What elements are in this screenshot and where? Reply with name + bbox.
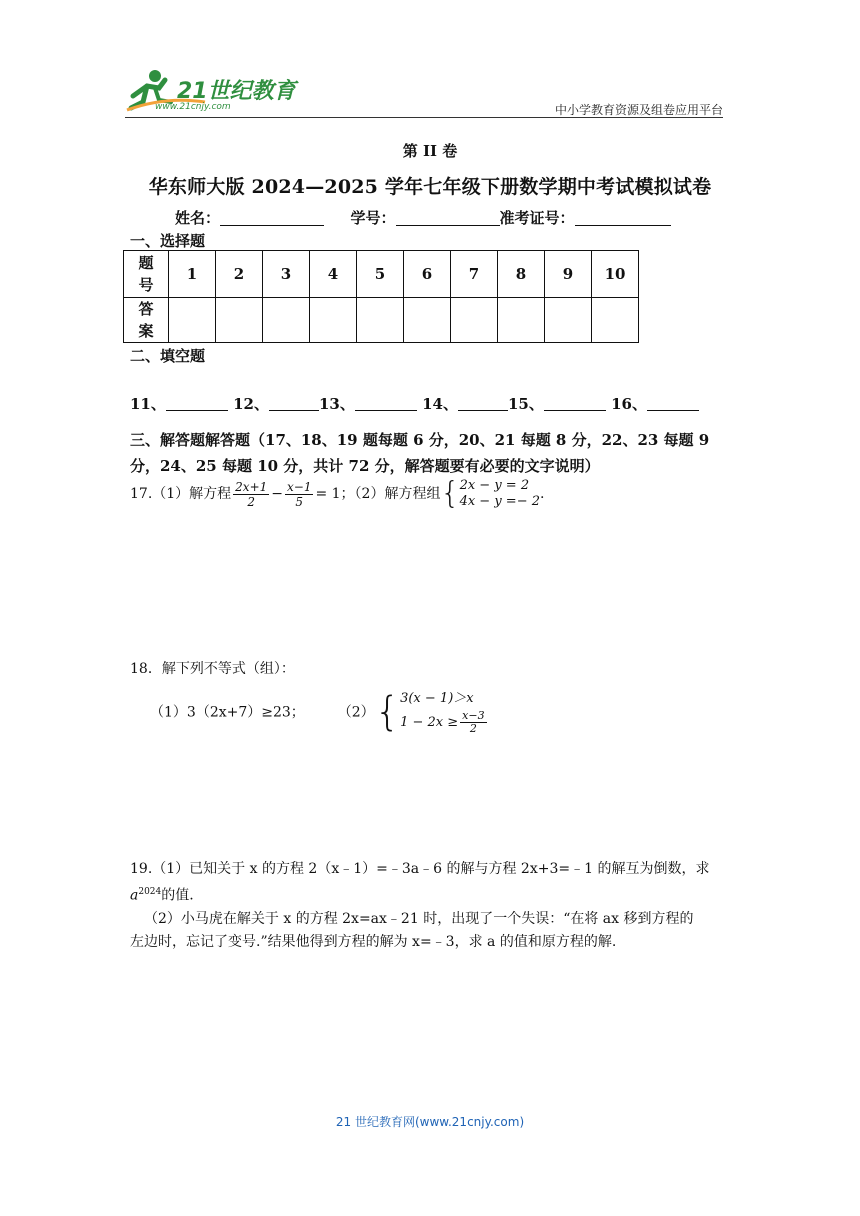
question-number-cell: 3: [263, 251, 310, 298]
section-solve-line2: 分，24、25 每题 10 分，共计 72 分，解答题要有必要的文字说明）: [130, 457, 600, 475]
q19-line1: 19.（1）已知关于 x 的方程 2（x﹣1）=﹣3a﹣6 的解与方程 2x+3=﹣1 的解互为倒数，求: [130, 861, 710, 877]
q17-brace: {: [440, 476, 460, 511]
blank-label-11: 11、: [130, 395, 166, 413]
blank-label-12: 12、: [233, 395, 269, 413]
table-row-answers: [124, 298, 639, 343]
section-choice-title: 一、选择题: [130, 232, 206, 250]
q18-brace: {: [374, 688, 401, 735]
student-info: [175, 207, 671, 228]
answer-cell[interactable]: [169, 298, 216, 343]
blank-label-13: 13、: [318, 395, 355, 413]
row-header-answer: 答 案: [124, 298, 169, 343]
q19-line4: 左边时，忘记了变号.”结果他得到方程的解为 x=﹣3，求 a 的值和原方程的解.: [130, 933, 617, 950]
q18-prefix: 18．解下列不等式（组）：: [130, 661, 295, 677]
student-id-field[interactable]: [396, 210, 500, 226]
question-number-cell: 6: [404, 251, 451, 298]
answer-cell[interactable]: [216, 298, 263, 343]
blank-13[interactable]: [355, 396, 417, 411]
exam-title: 华东师大版 2024—2025 学年七年级下册数学期中考试模拟试卷: [148, 176, 712, 198]
question-number-cell: 7: [451, 251, 498, 298]
q18-part2-label: （2）: [337, 704, 375, 721]
question-number-cell: 10: [592, 251, 639, 298]
question-number-cell: 1: [169, 251, 216, 298]
question-number-cell: 2: [216, 251, 263, 298]
q19-line2: $a^{2024}$的值.: [130, 887, 194, 904]
question-17: [130, 478, 544, 510]
answer-cell[interactable]: [310, 298, 357, 343]
logo-url: www.21cnjy.com: [155, 102, 231, 112]
blank-label-15: 15、: [507, 395, 544, 413]
answer-cell[interactable]: [404, 298, 451, 343]
header-divider: [125, 117, 723, 118]
blank-11[interactable]: [166, 396, 228, 411]
blank-15[interactable]: [544, 396, 606, 411]
exam-number-label: 准考证号：: [499, 209, 575, 227]
row-header-number: 题 号: [124, 251, 169, 298]
question-number-cell: 5: [357, 251, 404, 298]
q17-fraction-2: $\frac{x-1}{5}$: [287, 479, 312, 509]
blank-14[interactable]: [458, 396, 508, 411]
question-number-cell: 9: [545, 251, 592, 298]
answer-cell[interactable]: [545, 298, 592, 343]
q18-part1: （1）3（2x+7）≥23；: [150, 704, 305, 721]
blank-12[interactable]: [269, 396, 319, 411]
answer-cell[interactable]: [498, 298, 545, 343]
q18-system: 3(x − 1)＞x 1 − 2x ≥ $\frac{x-3}{2}$: [400, 691, 485, 735]
q17-system: 2x − y = 2 4x − y =− 2: [459, 478, 540, 509]
question-19: [130, 858, 709, 954]
question-18-parts: [150, 688, 489, 735]
q17-end: .: [540, 486, 545, 502]
section-fill-title: 二、填空题: [130, 347, 206, 365]
q19-line3: （2）小马虎在解关于 x 的方程 2x=ax﹣21 时，出现了一个失误：“在将 ax 移到方程的: [144, 910, 694, 927]
answer-cell[interactable]: [357, 298, 404, 343]
q17-tail: = 1；（2）解方程组: [315, 486, 441, 502]
answer-cell[interactable]: [451, 298, 498, 343]
exam-number-field[interactable]: [575, 210, 671, 226]
section-solve-line1: 三、解答题解答题（17、18、19 题每题 6 分，20、21 每题 8 分，22、23 每题 9: [130, 431, 710, 449]
q17-minus: −: [271, 486, 283, 502]
platform-label: 中小学教育资源及组卷应用平台: [554, 103, 723, 117]
section-solve-title: [130, 427, 740, 479]
blank-label-16: 16、: [611, 395, 647, 413]
brand-logo: [125, 66, 300, 114]
name-field[interactable]: [220, 210, 324, 226]
q17-prefix: 17.（1）解方程: [130, 486, 232, 502]
blank-label-14: 14、: [422, 395, 458, 413]
blank-16[interactable]: [647, 396, 699, 411]
id-label: 学号：: [350, 209, 396, 227]
question-number-cell: 4: [310, 251, 357, 298]
volume-label: 第 II 卷: [402, 142, 458, 160]
fill-blank-row: [130, 393, 699, 414]
footer-link[interactable]: 21 世纪教育网(www.21cnjy.com): [335, 1115, 525, 1129]
q17-fraction-1: $\frac{2x+1}{2}$: [235, 479, 268, 509]
answer-cell[interactable]: [592, 298, 639, 343]
answer-cell[interactable]: [263, 298, 310, 343]
answer-table: [123, 250, 639, 343]
name-label: 姓名：: [175, 209, 221, 227]
question-number-cell: 8: [498, 251, 545, 298]
logo-text: 21世纪教育: [177, 79, 296, 104]
table-row-numbers: [124, 251, 639, 298]
